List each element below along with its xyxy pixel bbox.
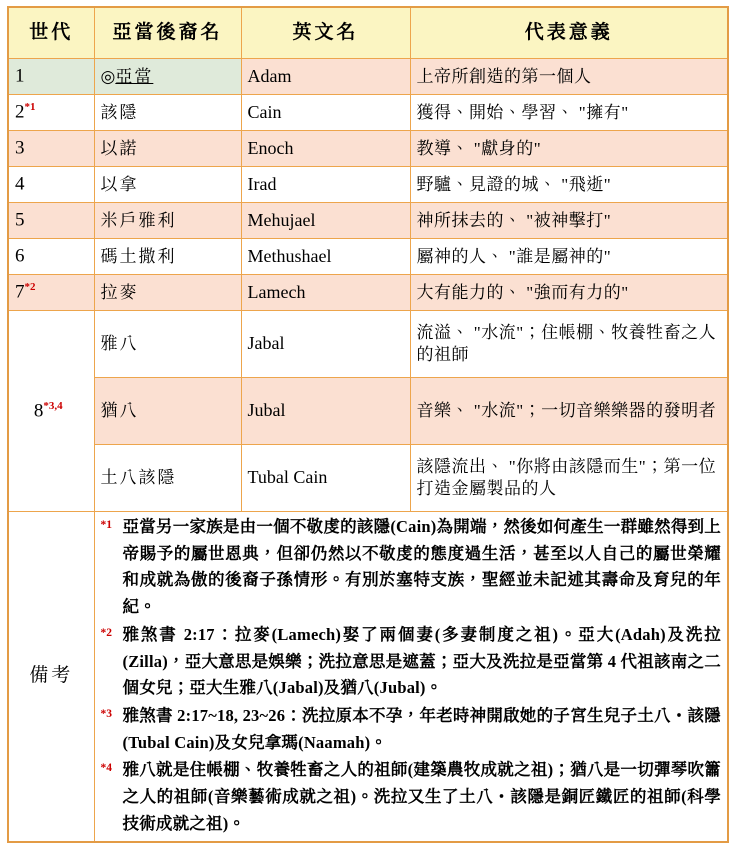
cell-meaning: 音樂、 "水流"；一切音樂樂器的發明者: [410, 378, 728, 445]
generation-note-marker: *1: [24, 101, 36, 114]
cell-generation: [8, 95, 94, 131]
descendant-name-text: ◎亞當: [100, 66, 154, 86]
notes-label: 備考: [8, 512, 94, 842]
cell-meaning: 該隱流出、 "你將由該隱而生"；第一位打造金屬製品的人: [410, 445, 728, 512]
generation-number: 4: [15, 173, 25, 195]
cell-english-name: Jubal: [241, 378, 410, 445]
cell-meaning: 教導、 "獻身的": [410, 131, 728, 167]
generation-number: 8: [33, 400, 44, 421]
cell-english-name: Adam: [241, 59, 410, 95]
cell-descendant-name: [94, 59, 241, 95]
cell-english-name: Cain: [241, 95, 410, 131]
generation-number: 7: [15, 281, 25, 303]
generation-note-marker: *2: [24, 281, 36, 294]
cell-english-name: Lamech: [241, 275, 410, 311]
header-english-name: 英文名: [241, 7, 410, 59]
table-header-row: [8, 7, 728, 59]
cell-descendant-name: 以拿: [94, 167, 241, 203]
cell-descendant-name: 碼土撒利: [94, 239, 241, 275]
note-item: [101, 703, 722, 756]
note-item: [101, 514, 722, 621]
note-item: [101, 757, 722, 837]
cell-generation: [8, 203, 94, 239]
notes-row: [8, 512, 728, 842]
table-row: [8, 203, 728, 239]
adam-descendants-table: [7, 6, 729, 843]
cell-meaning: 屬神的人、 "誰是屬神的": [410, 239, 728, 275]
note-marker: *2: [100, 626, 112, 639]
table-row: [8, 59, 728, 95]
notes-body: [94, 512, 728, 842]
cell-generation: [8, 167, 94, 203]
note-marker: *1: [100, 519, 112, 531]
cell-meaning: 獲得、開始、學習、 "擁有": [410, 95, 728, 131]
table-row: [8, 378, 728, 445]
generation-note-marker: *3,4: [43, 399, 63, 412]
generation-number: 1: [15, 65, 25, 87]
table-row: [8, 445, 728, 512]
cell-meaning: 野驢、見證的城、 "飛逝": [410, 167, 728, 203]
note-text: 雅煞書 2:17：拉麥(Lamech)娶了兩個妻(多妻制度之祖)。亞大(Adah)及洗拉(Zilla)，亞大意思是娛樂；洗拉意思是遮蓋；亞大及洗拉是亞當第 4 代祖該南之二個女兒；亞大生雅八(Jabal)及猶八(Jubal)。: [122, 624, 721, 698]
cell-descendant-name: 該隱: [94, 95, 241, 131]
cell-descendant-name: 土八該隱: [94, 445, 241, 512]
cell-generation: [8, 131, 94, 167]
cell-descendant-name: 以諾: [94, 131, 241, 167]
cell-english-name: Jabal: [241, 311, 410, 378]
table-row: [8, 311, 728, 378]
table-row: [8, 275, 728, 311]
cell-descendant-name: 雅八: [94, 311, 241, 378]
table-row: [8, 167, 728, 203]
generation-number: 2: [15, 101, 25, 123]
note-marker: *4: [100, 762, 112, 775]
cell-generation: [8, 275, 94, 311]
note-item: [101, 622, 722, 702]
cell-generation: [8, 59, 94, 95]
table-row: [8, 95, 728, 131]
cell-generation: [8, 311, 94, 512]
cell-meaning: 大有能力的、 "強而有力的": [410, 275, 728, 311]
cell-descendant-name: 猶八: [94, 378, 241, 445]
cell-english-name: Mehujael: [241, 203, 410, 239]
cell-english-name: Methushael: [241, 239, 410, 275]
cell-descendant-name: 拉麥: [94, 275, 241, 311]
cell-descendant-name: 米戶雅利: [94, 203, 241, 239]
header-descendant-name: 亞當後裔名: [94, 7, 241, 59]
note-text: 亞當另一家族是由一個不敬虔的該隱(Cain)為開端，然後如何產生一群雖然得到上帝賜予的屬世恩典，但卻仍然以不敬虔的態度過生活，甚至以人自己的屬世榮耀和成就為傲的後裔子孫情形。有別於塞特支族，聖經並未記述其壽命及育兒的年紀。: [122, 517, 721, 617]
table-row: [8, 239, 728, 275]
table-row: [8, 131, 728, 167]
header-generation: 世代: [8, 7, 94, 59]
cell-meaning: 上帝所創造的第一個人: [410, 59, 728, 95]
cell-meaning: 流溢、 "水流"；住帳棚、牧養牲畜之人的祖師: [410, 311, 728, 378]
generation-number: 3: [15, 137, 25, 159]
cell-generation: [8, 239, 94, 275]
cell-english-name: Irad: [241, 167, 410, 203]
cell-english-name: Enoch: [241, 131, 410, 167]
note-text: 雅煞書 2:17~18, 23~26：洗拉原本不孕，年老時神開啟她的子宮生兒子土八・該隱(Tubal Cain)及女兒拿瑪(Naamah)。: [122, 706, 721, 752]
generation-number: 6: [15, 245, 25, 267]
cell-meaning: 神所抹去的、 "被神擊打": [410, 203, 728, 239]
cell-english-name: Tubal Cain: [241, 445, 410, 512]
generation-number: 5: [15, 209, 25, 231]
header-meaning: 代表意義: [410, 7, 728, 59]
note-text: 雅八就是住帳棚、牧養牲畜之人的祖師(建築農牧成就之祖)；猶八是一切彈琴吹簫之人的祖師(音樂藝術成就之祖)。洗拉又生了土八・該隱是銅匠鐵匠的祖師(科學技術成就之祖)。: [122, 760, 721, 833]
note-marker: *3: [100, 708, 112, 721]
